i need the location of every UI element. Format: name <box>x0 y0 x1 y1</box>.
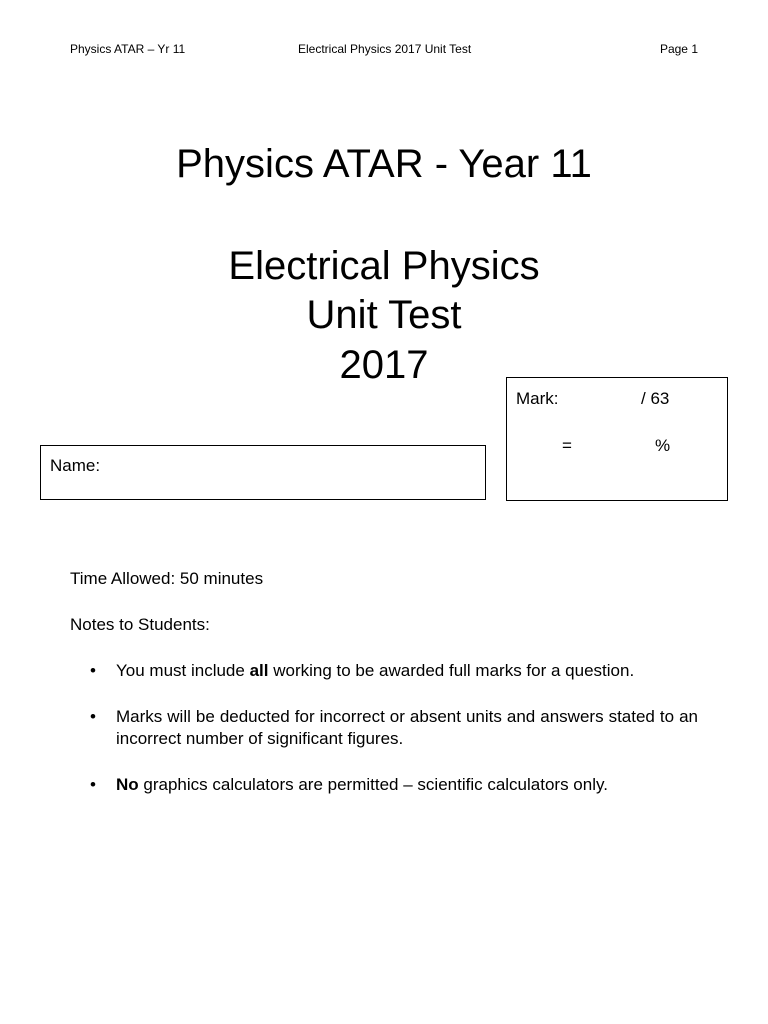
mark-box <box>506 377 728 501</box>
note-item <box>70 660 698 682</box>
time-allowed: Time Allowed: 50 minutes <box>70 569 264 588</box>
bullet-icon: • <box>90 707 96 726</box>
note-emphasis: all <box>249 661 269 680</box>
bullet-icon: • <box>90 775 96 794</box>
bullet-icon: • <box>90 661 96 680</box>
mark-equals: = <box>562 436 572 455</box>
note-emphasis: No <box>116 775 139 794</box>
course-title: Physics ATAR - Year 11 <box>176 142 592 186</box>
header-left-text: Physics ATAR – Yr 11 <box>70 42 186 56</box>
name-box <box>40 445 486 500</box>
note-text: working to be awarded full marks for a question. <box>268 661 635 680</box>
header-center-text: Electrical Physics 2017 Unit Test <box>298 42 472 56</box>
mark-percent: % <box>655 436 671 455</box>
note-text: graphics calculators are permitted – scientific calculators only. <box>138 775 608 794</box>
mark-label: Mark: <box>516 389 559 408</box>
page-header <box>70 42 698 58</box>
name-label: Name: <box>50 456 101 475</box>
test-year: 2017 <box>339 343 429 387</box>
notes-list <box>70 660 698 820</box>
test-title-line2: Unit Test <box>306 293 462 337</box>
note-text: Marks will be deducted for incorrect or absent units and answers stated to an incorrect number of significant figures. <box>116 707 698 748</box>
note-item <box>70 774 698 796</box>
test-title-line1: Electrical Physics <box>228 244 540 288</box>
notes-heading: Notes to Students: <box>70 615 210 634</box>
mark-total: / 63 <box>641 389 670 408</box>
page-number: Page 1 <box>659 42 698 56</box>
note-item <box>70 706 698 750</box>
note-text: You must include <box>116 661 250 680</box>
